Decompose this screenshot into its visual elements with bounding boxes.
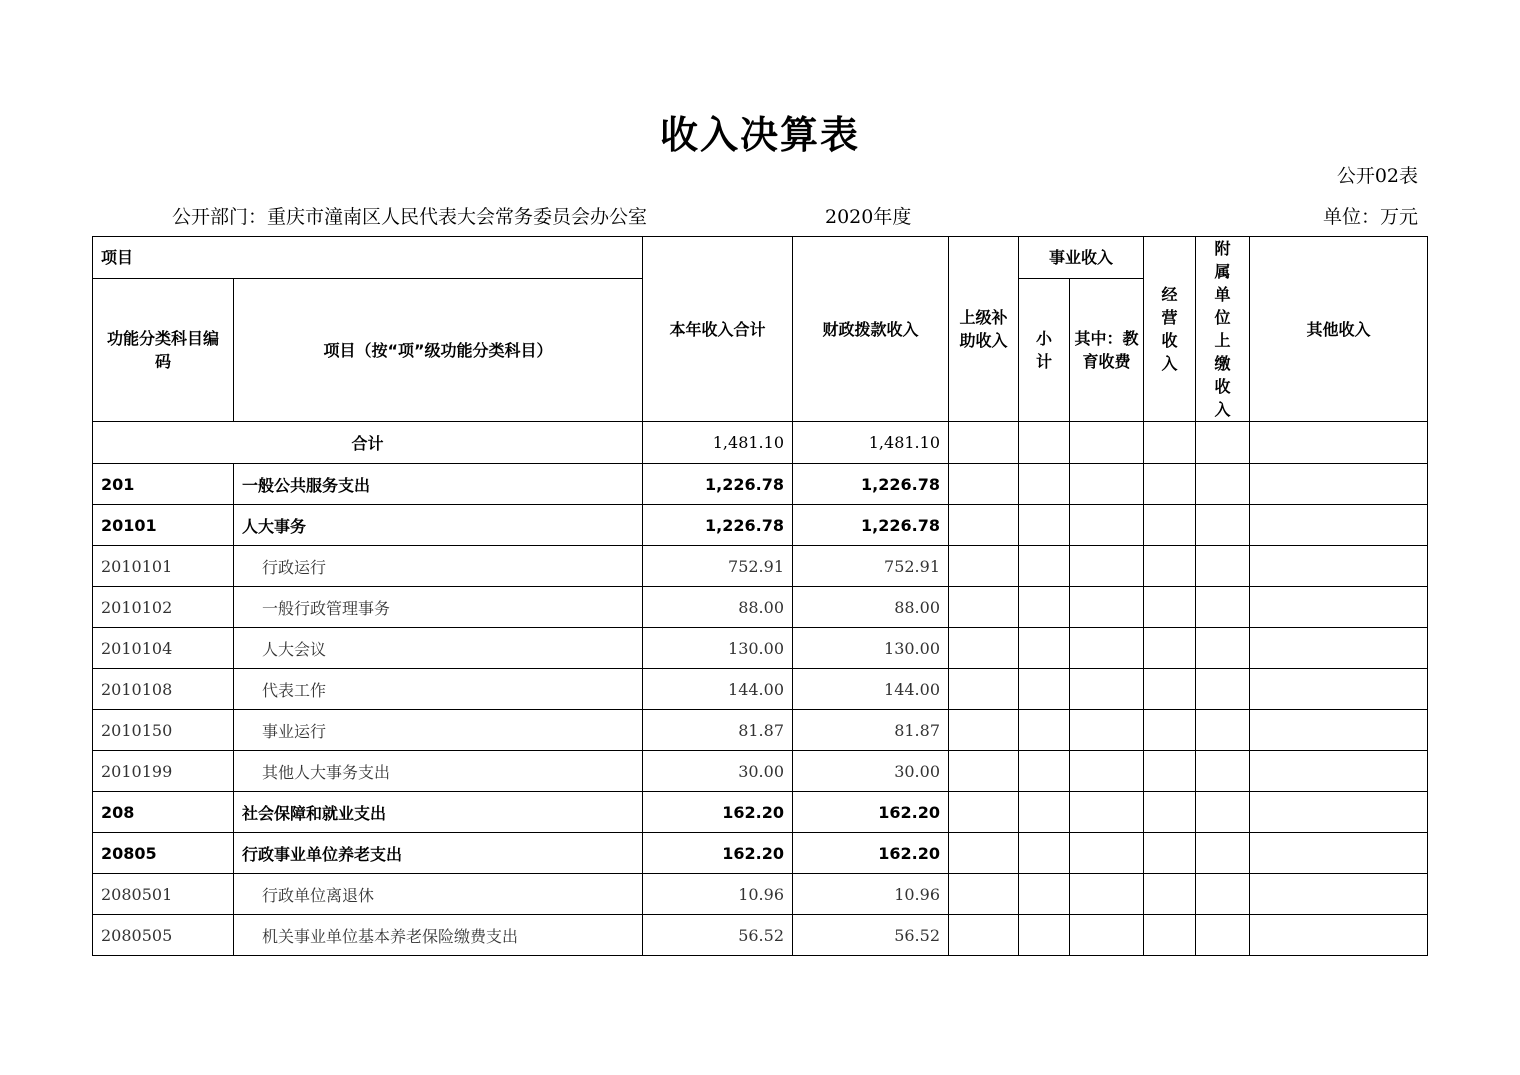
empty-cell — [1250, 710, 1428, 751]
total-income-cell: 130.00 — [643, 628, 793, 669]
table-row — [93, 792, 1428, 833]
fiscal-cell: 1,226.78 — [793, 505, 949, 546]
empty-cell — [1019, 422, 1070, 464]
empty-cell — [949, 874, 1019, 915]
empty-cell — [1144, 546, 1196, 587]
empty-cell — [1196, 710, 1250, 751]
fiscal-cell: 88.00 — [793, 587, 949, 628]
name-cell: 行政单位离退休 — [234, 874, 643, 915]
table-row — [93, 464, 1428, 505]
fiscal-cell: 752.91 — [793, 546, 949, 587]
empty-cell — [1250, 792, 1428, 833]
empty-cell — [949, 505, 1019, 546]
empty-cell — [1070, 710, 1144, 751]
empty-cell — [1144, 833, 1196, 874]
empty-cell — [1019, 669, 1070, 710]
header-subtotal: 小计 — [1019, 279, 1070, 422]
empty-cell — [1070, 505, 1144, 546]
header-total-income: 本年收入合计 — [643, 237, 793, 422]
table-row — [93, 505, 1428, 546]
table-code: 公开02表 — [1336, 165, 1418, 187]
total-income-cell: 56.52 — [643, 915, 793, 956]
name-cell: 人大事务 — [234, 505, 643, 546]
fiscal-cell: 130.00 — [793, 628, 949, 669]
code-cell: 2080501 — [93, 874, 234, 915]
fiscal-cell: 10.96 — [793, 874, 949, 915]
header-fiscal: 财政拨款收入 — [793, 237, 949, 422]
header-superior: 上级补助收入 — [949, 237, 1019, 422]
name-cell: 代表工作 — [234, 669, 643, 710]
empty-cell — [949, 751, 1019, 792]
total-income-value: 1,481.10 — [643, 422, 793, 464]
empty-cell — [949, 833, 1019, 874]
empty-cell — [1144, 587, 1196, 628]
page-title: 收入决算表 — [659, 113, 860, 157]
unit-label: 单位：万元 — [1322, 206, 1418, 228]
empty-cell — [1019, 464, 1070, 505]
total-income-cell: 10.96 — [643, 874, 793, 915]
income-table — [92, 236, 1428, 956]
name-cell: 社会保障和就业支出 — [234, 792, 643, 833]
empty-cell — [949, 546, 1019, 587]
empty-cell — [1144, 874, 1196, 915]
total-label: 合计 — [93, 422, 643, 464]
name-cell: 一般公共服务支出 — [234, 464, 643, 505]
empty-cell — [949, 710, 1019, 751]
table-row — [93, 628, 1428, 669]
empty-cell — [1196, 464, 1250, 505]
table-row — [93, 710, 1428, 751]
empty-cell — [949, 464, 1019, 505]
empty-cell — [1019, 505, 1070, 546]
empty-cell — [1196, 587, 1250, 628]
empty-cell — [949, 915, 1019, 956]
empty-cell — [1250, 915, 1428, 956]
empty-cell — [1196, 833, 1250, 874]
total-income-cell: 88.00 — [643, 587, 793, 628]
table-row — [93, 833, 1428, 874]
empty-cell — [1019, 874, 1070, 915]
empty-cell — [1144, 669, 1196, 710]
empty-cell — [949, 422, 1019, 464]
empty-cell — [1144, 464, 1196, 505]
empty-cell — [1019, 792, 1070, 833]
empty-cell — [1144, 628, 1196, 669]
name-cell: 机关事业单位基本养老保险缴费支出 — [234, 915, 643, 956]
empty-cell — [1250, 587, 1428, 628]
code-cell: 2080505 — [93, 915, 234, 956]
empty-cell — [949, 628, 1019, 669]
code-cell: 2010101 — [93, 546, 234, 587]
fiscal-year: 2020年度 — [825, 206, 912, 228]
empty-cell — [1070, 874, 1144, 915]
name-cell: 人大会议 — [234, 628, 643, 669]
empty-cell — [1250, 505, 1428, 546]
empty-cell — [1250, 669, 1428, 710]
name-cell: 行政运行 — [234, 546, 643, 587]
fiscal-cell: 81.87 — [793, 710, 949, 751]
table-row — [93, 546, 1428, 587]
code-cell: 2010102 — [93, 587, 234, 628]
empty-cell — [1250, 833, 1428, 874]
empty-cell — [1019, 751, 1070, 792]
fiscal-cell: 162.20 — [793, 833, 949, 874]
empty-cell — [1144, 751, 1196, 792]
table-row — [93, 587, 1428, 628]
empty-cell — [1250, 751, 1428, 792]
empty-cell — [1070, 422, 1144, 464]
empty-cell — [1196, 546, 1250, 587]
code-cell: 208 — [93, 792, 234, 833]
empty-cell — [1019, 587, 1070, 628]
table-row — [93, 669, 1428, 710]
code-cell: 2010104 — [93, 628, 234, 669]
empty-cell — [1196, 505, 1250, 546]
empty-cell — [1019, 833, 1070, 874]
table-row — [93, 751, 1428, 792]
fiscal-cell: 1,226.78 — [793, 464, 949, 505]
empty-cell — [1144, 422, 1196, 464]
empty-cell — [1196, 915, 1250, 956]
empty-cell — [1070, 587, 1144, 628]
empty-cell — [1070, 628, 1144, 669]
total-income-cell: 162.20 — [643, 792, 793, 833]
header-item-name: 项目（按“项”级功能分类科目） — [234, 279, 643, 422]
empty-cell — [1070, 669, 1144, 710]
empty-cell — [1250, 422, 1428, 464]
code-cell: 2010199 — [93, 751, 234, 792]
fiscal-cell: 162.20 — [793, 792, 949, 833]
empty-cell — [1196, 628, 1250, 669]
table-row — [93, 874, 1428, 915]
empty-cell — [1019, 915, 1070, 956]
total-income-cell: 144.00 — [643, 669, 793, 710]
empty-cell — [1019, 710, 1070, 751]
table-row — [93, 915, 1428, 956]
empty-cell — [1196, 792, 1250, 833]
empty-cell — [1144, 915, 1196, 956]
fiscal-cell: 30.00 — [793, 751, 949, 792]
empty-cell — [1070, 833, 1144, 874]
info-row — [0, 202, 1520, 228]
fiscal-cell: 144.00 — [793, 669, 949, 710]
header-operating: 经营收入 — [1144, 237, 1196, 422]
empty-cell — [1250, 546, 1428, 587]
empty-cell — [1070, 792, 1144, 833]
empty-cell — [1144, 505, 1196, 546]
empty-cell — [1250, 464, 1428, 505]
code-cell: 201 — [93, 464, 234, 505]
total-income-cell: 81.87 — [643, 710, 793, 751]
empty-cell — [1144, 710, 1196, 751]
header-func-code: 功能分类科目编码 — [93, 279, 234, 422]
header-item: 项目 — [93, 237, 643, 279]
header-business: 事业收入 — [1019, 237, 1144, 279]
department: 公开部门：重庆市潼南区人民代表大会常务委员会办公室 — [172, 206, 648, 228]
empty-cell — [1250, 628, 1428, 669]
name-cell: 行政事业单位养老支出 — [234, 833, 643, 874]
empty-cell — [949, 669, 1019, 710]
empty-cell — [949, 587, 1019, 628]
empty-cell — [1196, 874, 1250, 915]
name-cell: 一般行政管理事务 — [234, 587, 643, 628]
fiscal-cell: 56.52 — [793, 915, 949, 956]
total-income-cell: 1,226.78 — [643, 464, 793, 505]
empty-cell — [1250, 874, 1428, 915]
total-fiscal-value: 1,481.10 — [793, 422, 949, 464]
header-affiliated: 附属单位上缴收入 — [1196, 237, 1250, 422]
empty-cell — [1019, 628, 1070, 669]
total-income-cell: 1,226.78 — [643, 505, 793, 546]
empty-cell — [1070, 915, 1144, 956]
empty-cell — [1196, 751, 1250, 792]
empty-cell — [949, 792, 1019, 833]
empty-cell — [1070, 464, 1144, 505]
name-cell: 事业运行 — [234, 710, 643, 751]
header-other: 其他收入 — [1250, 237, 1428, 422]
name-cell: 其他人大事务支出 — [234, 751, 643, 792]
total-income-cell: 30.00 — [643, 751, 793, 792]
empty-cell — [1196, 422, 1250, 464]
code-cell: 20101 — [93, 505, 234, 546]
empty-cell — [1144, 792, 1196, 833]
empty-cell — [1070, 546, 1144, 587]
code-cell: 20805 — [93, 833, 234, 874]
empty-cell — [1019, 546, 1070, 587]
code-cell: 2010108 — [93, 669, 234, 710]
total-income-cell: 752.91 — [643, 546, 793, 587]
total-income-cell: 162.20 — [643, 833, 793, 874]
empty-cell — [1070, 751, 1144, 792]
code-cell: 2010150 — [93, 710, 234, 751]
empty-cell — [1196, 669, 1250, 710]
header-education: 其中：教育收费 — [1070, 279, 1144, 422]
